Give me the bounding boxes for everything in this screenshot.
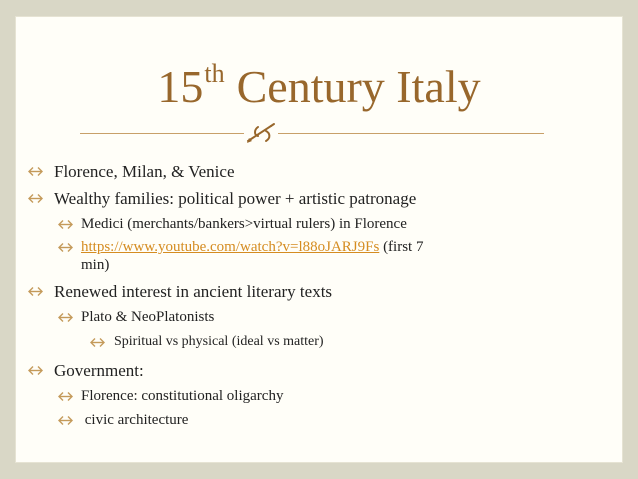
- wingding-arrow-bullet-icon: [28, 364, 46, 377]
- wingding-arrow-bullet-icon: [58, 414, 76, 427]
- list-item-florence-milan-venice: Florence, Milan, & Venice: [54, 162, 235, 181]
- video-note: (first 7: [379, 239, 424, 255]
- bullet-list: [16, 17, 622, 462]
- list-item-government: Government:: [54, 361, 144, 380]
- slide: [16, 17, 622, 462]
- list-item-video: [81, 238, 423, 256]
- wingding-arrow-bullet-icon: [58, 311, 76, 324]
- list-item-plato: Plato & NeoPlatonists: [81, 309, 215, 325]
- wingding-arrow-bullet-icon: [28, 285, 46, 298]
- title-rest: Century Italy: [236, 61, 481, 112]
- list-item-wealthy-families: Wealthy families: political power + artistic patronage: [54, 189, 417, 208]
- title-superscript: th: [204, 59, 225, 88]
- wingding-arrow-bullet-icon: [58, 218, 76, 231]
- list-item-constitutional-oligarchy: Florence: constitutional oligarchy: [81, 388, 284, 404]
- wingding-arrow-bullet-icon: [58, 390, 76, 403]
- list-item-renewed-interest: Renewed interest in ancient literary texts: [54, 282, 333, 301]
- wingding-arrow-bullet-icon: [28, 165, 46, 178]
- wingding-arrow-bullet-icon: [58, 241, 76, 254]
- wingding-arrow-bullet-icon: [28, 192, 46, 205]
- list-item-medici: Medici (merchants/bankers>virtual rulers) in Florence: [81, 216, 407, 232]
- wingding-arrow-bullet-icon: [90, 336, 108, 349]
- list-item-spiritual-vs-physical: Spiritual vs physical (ideal vs matter): [114, 334, 324, 349]
- video-note-continuation: min): [81, 257, 110, 273]
- youtube-video-link[interactable]: https://www.youtube.com/watch?v=l88oJARJ9Fs: [81, 239, 380, 255]
- list-item-civic-architecture: civic architecture: [81, 412, 189, 428]
- title-number: 15: [157, 61, 204, 112]
